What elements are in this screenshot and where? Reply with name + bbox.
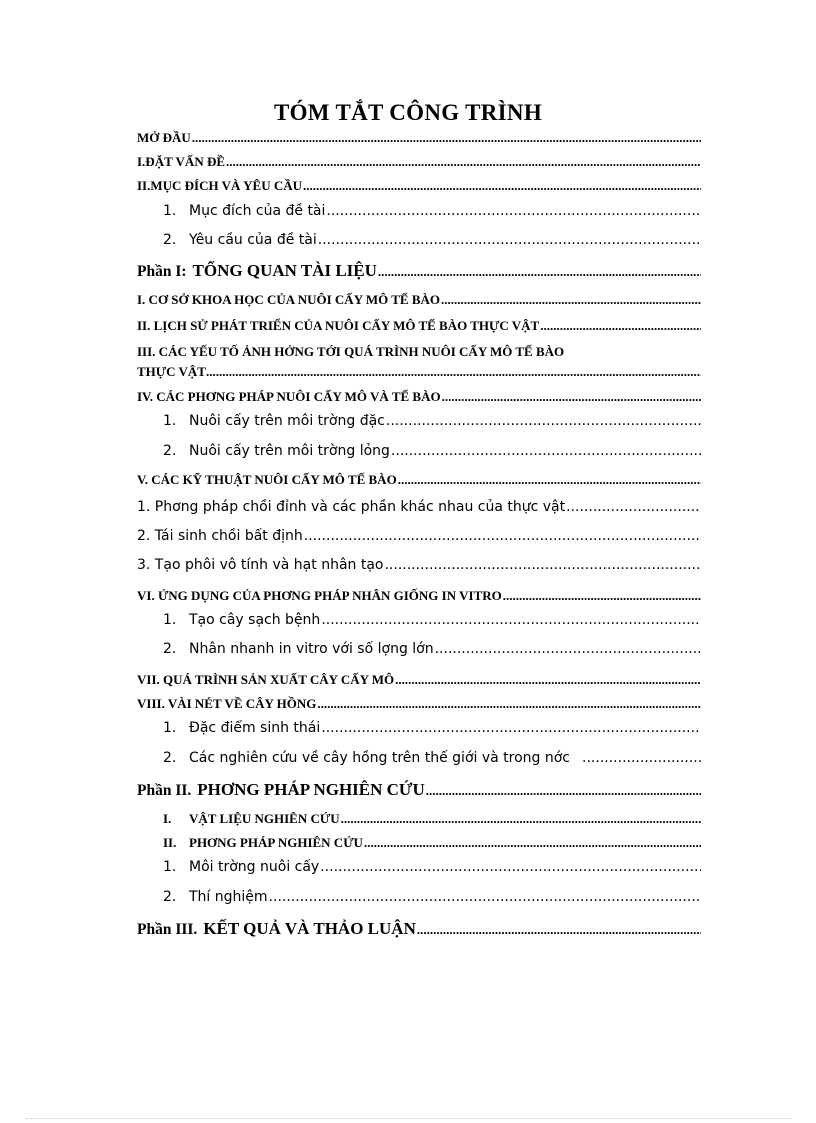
toc-subentry-4-2: 2. Nuôi cấy trên môi trờng lỏng ..... — [137, 443, 701, 459]
toc-part2-subentry-2: 2. Thí nghiệm ..... — [137, 889, 701, 905]
toc-section-8: VIII. VÀI NÉT VỀ CÂY HỒNG ..... — [137, 696, 701, 712]
page-title: TÓM TẮT CÔNG TRÌNH — [273, 100, 543, 125]
toc-section-6: VI. ỨNG DỤNG CỦA PHƠNG PHÁP NHÂN GIỐNG IN VITRO ..... — [137, 588, 701, 604]
toc-entry-muc-dich: II.MỤC ĐÍCH VÀ YÊU CẦU ..... — [137, 178, 701, 194]
toc-part2-section-2: II. PHƠNG PHÁP NGHIÊN CỨU ..... — [137, 835, 701, 851]
toc-section-7: VII. QUÁ TRÌNH SẢN XUẤT CÂY CẤY MÔ ..... — [137, 672, 701, 688]
toc-entry-dat-van-de: I.ĐẶT VẤN ĐỀ ..... — [137, 154, 701, 170]
toc-part2-subentry-1: 1. Môi trờng nuôi cấy ..... — [137, 859, 701, 875]
toc-section-3: III. CÁC YẾU TỐ ẢNH HỞNG TỚI QUÁ TRÌNH NUÔI CẤY MÔ TẾ BÀO THỰC VẬT ..... — [137, 342, 701, 382]
toc-part-3: Phần III. KẾT QUẢ VÀ THẢO LUẬN ..... — [137, 919, 701, 939]
toc-subentry-6-2: 2. Nhân nhanh in vitro với số lợng lớn ..... — [137, 641, 701, 657]
toc-part-2: Phần II. PHƠNG PHÁP NGHIÊN CỨU ..... — [137, 780, 701, 800]
toc-subentry-8-2: 2. Các nghiên cứu về cây hồng trên thế giới và trong nớc ..... — [137, 750, 701, 766]
toc-subentry-6-1: 1. Tạo cây sạch bệnh ..... — [137, 612, 701, 628]
toc-subentry-8-1: 1. Đặc điểm sinh thái ..... — [137, 720, 701, 736]
toc-part-1: Phần I: TỔNG QUAN TÀI LIỆU ..... — [137, 261, 701, 281]
toc-section-1: I. CƠ SỞ KHOA HỌC CỦA NUÔI CẤY MÔ TẾ BÀO ..... — [137, 292, 701, 308]
toc-subentry-muc-dich-1: 1. Mục đích của đề tài ..... — [137, 203, 701, 219]
toc-subentry-5-3: 3. Tạo phôi vô tính và hạt nhân tạo ..... — [137, 557, 701, 573]
toc-entry-mo-dau: MỞ ĐẦU ..... — [137, 130, 701, 146]
toc-part2-section-1: I. VẬT LIỆU NGHIÊN CỨU ..... — [137, 811, 701, 827]
toc-subentry-4-1: 1. Nuôi cấy trên môi trờng đặc ..... — [137, 413, 701, 429]
toc-section-5: V. CÁC KỸ THUẬT NUÔI CẤY MÔ TẾ BÀO ..... — [137, 472, 701, 488]
page-bottom-divider — [26, 1118, 792, 1119]
toc-subentry-5-2: 2. Tái sinh chồi bất định ..... — [137, 528, 701, 544]
toc-section-4: IV. CÁC PHƠNG PHÁP NUÔI CẤY MÔ VÀ TẾ BÀO ..... — [137, 389, 701, 405]
toc-section-2: II. LỊCH SỬ PHÁT TRIỂN CỦA NUÔI CẤY MÔ TẾ BÀO THỰC VẬT ..... — [137, 318, 701, 334]
toc-subentry-5-1: 1. Phơng pháp chồi đỉnh và các phần khác nhau của thực vật ..... — [137, 499, 701, 515]
toc-subentry-muc-dich-2: 2. Yêu cầu của đề tài ..... — [137, 232, 701, 248]
